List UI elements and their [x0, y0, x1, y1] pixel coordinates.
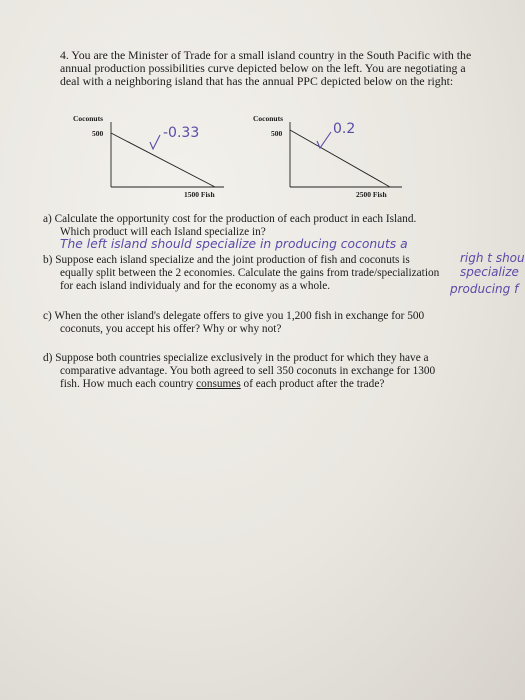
part-b-handwritten-2: specialize: [460, 265, 519, 279]
left-slope-note: -0.33: [163, 125, 200, 141]
right-ppc-line: [290, 130, 390, 187]
left-y-value: 500: [92, 129, 104, 138]
part-a-handwritten-answer: The left island should specialize in producing coconuts a: [60, 237, 408, 251]
part-b-line-1: b) Suppose each island specialize and the joint production of fish and coconuts is: [43, 254, 410, 266]
question-line-3: deal with a neighboring island that has the annual PPC depicted below on the right:: [60, 74, 454, 88]
left-ppc-line: [111, 133, 215, 187]
part-d-line-3-end: of each product after the trade?: [240, 378, 385, 390]
right-y-value: 500: [271, 129, 283, 138]
right-x-value: 2500 Fish: [356, 190, 387, 199]
part-d-line-1: d) Suppose both countries specialize exclusively in the product for which they have a: [43, 352, 429, 364]
part-d-line-3: [60, 378, 384, 391]
part-c-line-2: coconuts, you accept his offer? Why or why not?: [60, 323, 282, 335]
part-d-line-2: comparative advantage. You both agreed to sell 350 coconuts in exchange for 1300: [60, 365, 436, 377]
part-a-line-2: Which product will each Island specialize in?: [60, 226, 266, 238]
part-b-handwritten-1: righ t shou: [460, 251, 525, 265]
part-b-handwritten-3: producing f: [450, 282, 519, 296]
right-check-mark: [317, 132, 331, 148]
part-a-line-1: a) Calculate the opportunity cost for the production of each product in each Island.: [43, 213, 417, 225]
right-slope-note: 0.2: [333, 121, 356, 137]
consumes-underlined: consumes: [196, 378, 241, 390]
question-line-2: annual production possibilities curve depicted below on the left. You are negotiating a: [60, 61, 466, 75]
left-x-value: 1500 Fish: [184, 190, 215, 199]
part-d-line-3-start: fish. How much each country: [60, 378, 197, 390]
left-y-axis-label: Coconuts: [73, 114, 104, 123]
part-b-line-3: for each island individualy and for the economy as a whole.: [60, 280, 331, 292]
question-line-1: 4. You are the Minister of Trade for a small island country in the South Pacific with the: [60, 48, 472, 62]
right-y-axis-label: Coconuts: [253, 114, 284, 123]
part-c-line-1: c) When the other island's delegate offers to give you 1,200 fish in exchange for 500: [43, 310, 425, 322]
part-b-line-2: equally split between the 2 economies. Calculate the gains from trade/specialization: [60, 267, 440, 279]
left-check-mark: [150, 135, 160, 149]
